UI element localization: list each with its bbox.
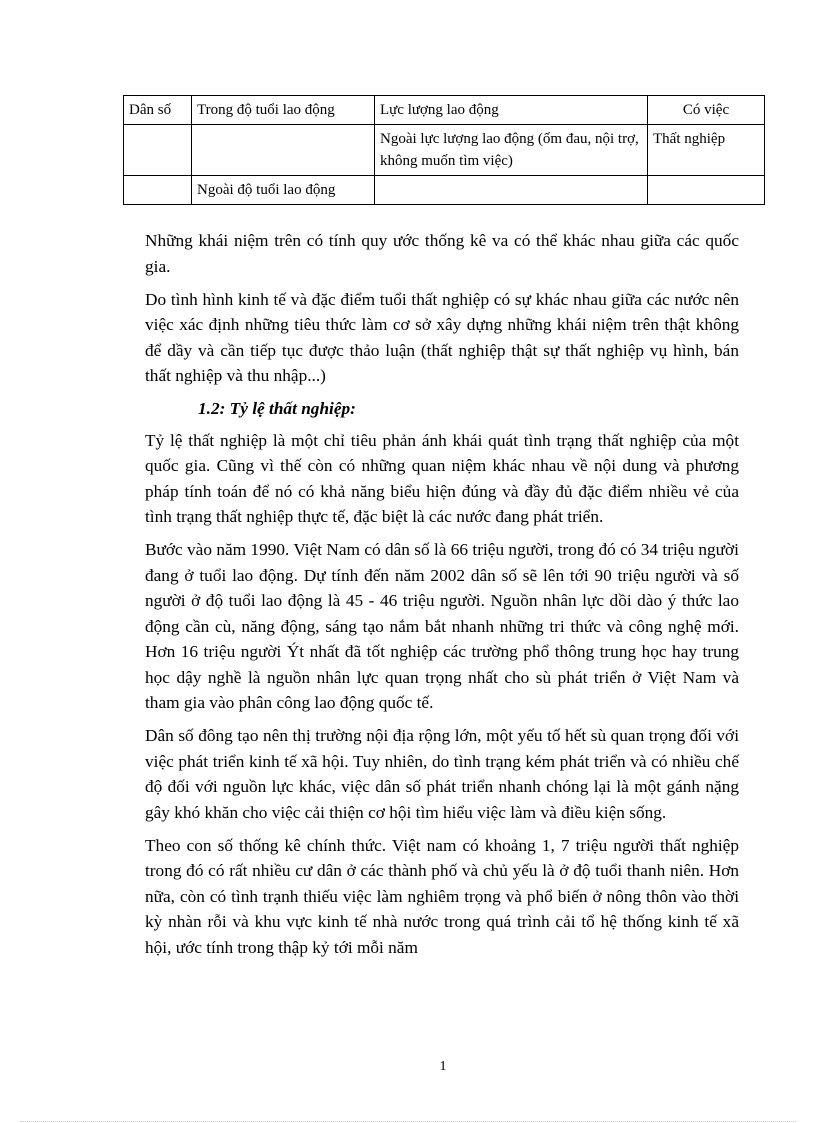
table-cell: Lực lượng lao động	[375, 96, 648, 125]
paragraph: Do tình hình kinh tế và đặc điểm tuổi thất nghiệp có sự khác nhau giữa các nước nên việc xác định những tiêu thức làm cơ sở xây dựng những khái niệm trên thật không để dầy và cần tiếp tục được thảo luận (thất nghiệp thật sự thất nghiệp vụ hình, bán thất nghiệp và thu nhập...)	[145, 289, 739, 385]
table-cell	[648, 176, 765, 205]
paragraph: Dân số đông tạo nên thị trường nội địa rộng lớn, một yếu tố hết sù quan trọng đối với việc phát triển kinh tế xã hội. Tuy nhiên, do tình trạng kém phát triển và có nhiều chế độ đối với nguồn lực khác, việc dân số phát triển nhanh chóng lại là một gánh nặng gây khó khăn cho việc cải thiện cơ hội tìm hiểu việc làm và điều kiện sống.	[145, 726, 739, 822]
table-cell: Ngoài độ tuổi lao động	[192, 176, 375, 205]
page-number: 1	[439, 1059, 447, 1074]
body-text	[145, 228, 739, 968]
labor-force-table	[123, 95, 765, 205]
table-cell: Thất nghiệp	[648, 125, 765, 176]
paragraph: Bước vào năm 1990. Việt Nam có dân số là 66 triệu người, trong đó có 34 triệu người đang ở tuổi lao động. Dự tính đến năm 2002 dân số sẽ lên tới 90 triệu người và số người ở độ tuổi lao động là 45 - 46 triệu người. Nguồn nhân lực dồi dào ý thức lao động cần cù, năng động, sáng tạo nắm bắt nhanh những tri thức và công nghệ mới. Hơn 16 triệu người Ýt nhất đã tốt nghiệp các trường phổ thông trung học hay trung học dậy nghề là nguồn nhân lực quan trọng nhất cho sù phát triển ở Việt Nam và tham gia vào phân công lao động quốc tế.	[145, 540, 739, 712]
table-cell: Trong độ tuổi lao động	[192, 96, 375, 125]
table-cell	[375, 176, 648, 205]
table-cell: Ngoài lực lượng lao động (ốm đau, nội trợ, không muốn tìm việc)	[375, 125, 648, 176]
page-divider	[20, 1121, 796, 1122]
table-row	[124, 176, 765, 205]
paragraph: Những khái niệm trên có tính quy ước thống kê va có thể khác nhau giữa các quốc gia.	[145, 231, 739, 276]
table-cell	[124, 176, 192, 205]
table-cell	[124, 125, 192, 176]
table-row	[124, 125, 765, 176]
section-heading: 1.2: Tỷ lệ thất nghiệp:	[198, 399, 356, 418]
table-cell: Có việc	[648, 96, 765, 125]
paragraph: Theo con số thống kê chính thức. Việt nam có khoảng 1, 7 triệu người thất nghiệp trong đó có rất nhiều cư dân ở các thành phố và chủ yếu là ở độ tuổi thanh niên. Hơn nữa, còn có tình trạnh thiếu việc làm nghiêm trọng và phổ biến ở nông thôn vào thời kỳ nhàn rỗi và khu vực kinh tế nhà nước trong quá trình cải tổ hệ thống kinh tế xã hội, ước tính trong thập kỷ tới mỗi năm	[145, 835, 739, 957]
table-cell	[192, 125, 375, 176]
table-row	[124, 96, 765, 125]
table-cell: Dân số	[124, 96, 192, 125]
paragraph: Tỷ lệ thất nghiệp là một chỉ tiêu phản ánh khái quát tình trạng thất nghiệp của một quốc gia. Cũng vì thế còn có những quan niệm khác nhau về nội dung và phương pháp tính toán để nó có khả năng biểu hiện đúng và đầy đủ đặc điểm nhiều vẻ của tình trạng thất nghiệp thực tế, đặc biệt là các nước đang phát triển.	[145, 430, 739, 526]
